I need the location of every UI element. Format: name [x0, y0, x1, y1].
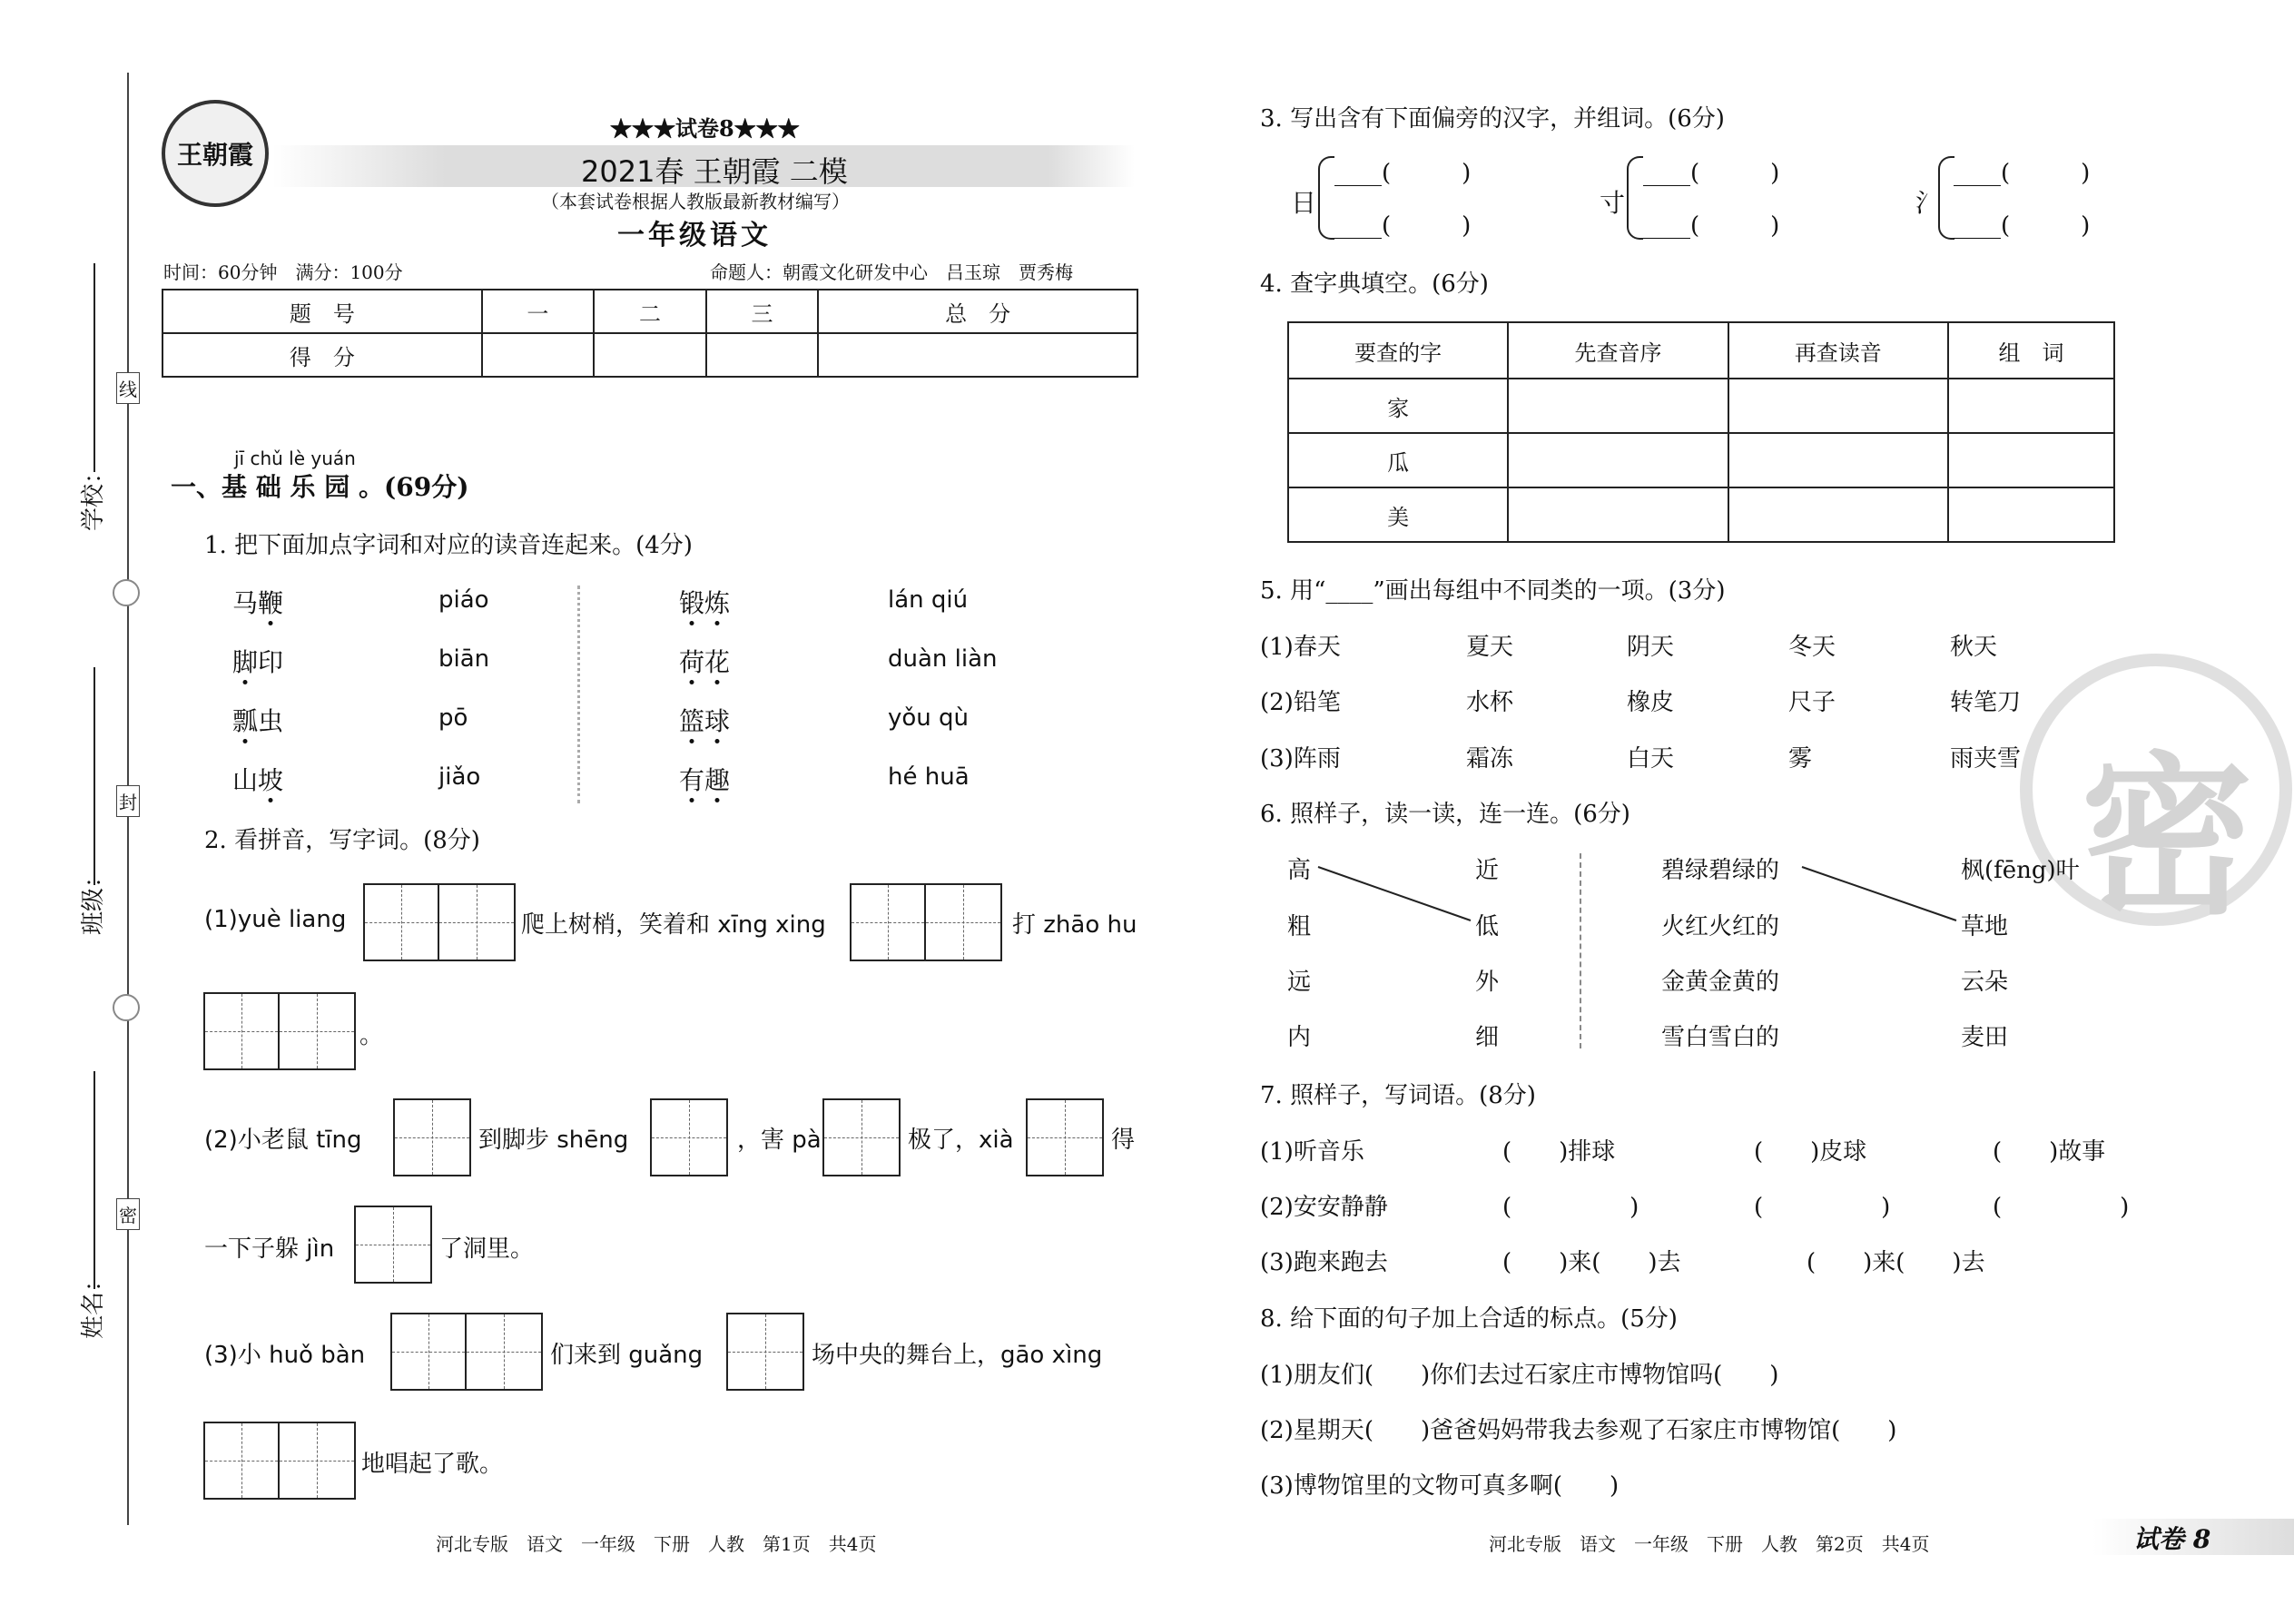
q5-item: 白天 [1627, 745, 1675, 773]
table-cell: 得 分 [162, 333, 482, 377]
table-cell: 题 号 [162, 290, 482, 333]
q5-item: (1)春天 [1260, 634, 1341, 661]
q2-text: 爬上树梢，笑着和 xīng xing [521, 911, 826, 939]
q5-item: 雾 [1788, 745, 1813, 773]
table-cell: 总 分 [818, 290, 1137, 333]
q5-item: 雨夹雪 [1950, 745, 2022, 773]
q7-title: 7. 照样子，写词语。(8分) [1260, 1082, 1536, 1109]
confidential-stamp-text: 密 [2081, 735, 2254, 938]
q1-word: 瓢虫 [232, 706, 284, 736]
q2-text: 们来到 guǎng [550, 1342, 704, 1369]
q7-blank[interactable]: ( ) [1502, 1194, 1639, 1221]
q4-title: 4. 查字典填空。(6分) [1260, 271, 1489, 298]
q2-text: (3)小 huǒ bàn [204, 1342, 366, 1369]
q6-item: 火红火红的 [1661, 913, 1780, 940]
q1-pinyin: duàn liàn [888, 645, 998, 673]
q6-item: 雪白雪白的 [1661, 1024, 1780, 1051]
q7-blank[interactable]: ( )故事 [1993, 1138, 2106, 1166]
table-cell: 瓜 [1288, 433, 1508, 487]
q6-item: 金黄金黄的 [1661, 969, 1780, 996]
q1-pinyin: lán qiú [888, 586, 969, 614]
table-cell: 二 [594, 290, 706, 333]
q1-word: 锻炼 [679, 588, 731, 618]
q5-item: 水杯 [1466, 689, 1514, 716]
q6-item: 远 [1287, 969, 1312, 996]
q7-blank[interactable]: ( ) [1754, 1194, 1891, 1221]
q6-item: 草地 [1961, 913, 2009, 940]
subject-title: 一年级语文 [617, 220, 772, 251]
q7-item: (2)安安静静 [1260, 1194, 1388, 1221]
q1-word: 有趣 [679, 765, 731, 795]
q6-title: 6. 照样子，读一读，连一连。(6分) [1260, 801, 1630, 828]
q6-item: 高 [1287, 857, 1312, 884]
q5-item: 冬天 [1788, 634, 1836, 661]
q5-item: 橡皮 [1627, 689, 1675, 716]
table-header: 先查音序 [1508, 322, 1728, 379]
q5-item: (3)阵雨 [1260, 745, 1341, 773]
q6-item: 近 [1475, 857, 1500, 884]
q6-item: 内 [1287, 1024, 1312, 1051]
q2-text: 一下子躲 jìn [204, 1235, 335, 1263]
footer-right: 河北专版 语文 一年级 下册 人教 第2页 共4页 [1489, 1533, 1930, 1555]
q1-word: 篮球 [679, 706, 731, 736]
q5-item: 阴天 [1627, 634, 1675, 661]
q5-item: 转笔刀 [1950, 689, 2022, 716]
q5-item: 尺子 [1788, 689, 1836, 716]
q2-text: 场中央的舞台上，gāo xìng [812, 1342, 1103, 1369]
q7-item: (1)听音乐 [1260, 1138, 1364, 1166]
answer-blank[interactable]: ____( ) [1334, 160, 1472, 187]
table-cell: 美 [1288, 487, 1508, 542]
footer-tag: 试卷 8 [2133, 1524, 2211, 1554]
table-header: 要查的字 [1288, 322, 1508, 379]
q1-pinyin: biān [438, 645, 490, 673]
q2-text: 打 zhāo hu [1012, 911, 1137, 939]
answer-blank[interactable]: ____( ) [1954, 212, 2091, 240]
q6-item: 云朵 [1961, 969, 2009, 996]
q7-blank[interactable]: ( )排球 [1502, 1138, 1616, 1166]
radical: 寸 [1600, 188, 1626, 218]
q6-item: 低 [1475, 913, 1500, 940]
radical: 氵 [1915, 188, 1942, 218]
q2-text: 地唱起了歌。 [361, 1451, 504, 1478]
q5-title: 5. 用“____”画出每组中不同类的一项。(3分) [1260, 577, 1726, 605]
q5-item: 夏天 [1466, 634, 1514, 661]
q2-text: (2)小老鼠 tīng [204, 1127, 362, 1154]
q2-title: 2. 看拼音，写字词。(8分) [204, 827, 480, 854]
section-pinyin: jī chǔ lè yuán [234, 448, 356, 469]
answer-blank[interactable]: ____( ) [1643, 212, 1780, 240]
q1-pinyin: pō [438, 704, 468, 732]
q1-title: 1. 把下面加点字词和对应的读音连起来。(4分) [204, 532, 693, 559]
q8-sentence[interactable]: (1)朋友们( )你们去过石家庄市博物馆吗( ) [1260, 1362, 1779, 1389]
q1-pinyin: piáo [438, 586, 489, 614]
q5-item: (2)铅笔 [1260, 689, 1341, 716]
q2-text: 极了，xià [908, 1127, 1014, 1154]
exam-title: 2021春 王朝霞 二模 [581, 154, 848, 189]
table-header: 再查读音 [1728, 322, 1948, 379]
footer-left: 河北专版 语文 一年级 下册 人教 第1页 共4页 [436, 1533, 877, 1555]
q2-text: 了洞里。 [439, 1235, 535, 1263]
q2-text: 。 [359, 1022, 384, 1049]
class-label: 班级： [80, 863, 107, 935]
q6-item: 麦田 [1961, 1024, 2009, 1051]
edition-note: （本套试卷根据人教版最新教材编写） [541, 191, 850, 212]
paper-tag: ★★★试卷8★★★ [610, 115, 800, 142]
q2-text: 得 [1111, 1127, 1136, 1154]
time-score: 时间：60分钟 满分：100分 [163, 261, 403, 283]
margin-mark-secret: 密 [116, 1198, 140, 1230]
q1-word: 荷花 [679, 647, 731, 677]
q2-text: (1)yuè liang [204, 906, 347, 933]
table-cell: 家 [1288, 379, 1508, 433]
answer-blank[interactable]: ____( ) [1954, 160, 2091, 187]
q8-sentence[interactable]: (3)博物馆里的文物可真多啊( ) [1260, 1472, 1620, 1500]
q1-word: 山坡 [232, 765, 284, 795]
q6-item: 枫(fēng)叶 [1961, 857, 2080, 884]
q5-item: 秋天 [1950, 634, 1998, 661]
q2-text: ，害 pà [737, 1127, 822, 1154]
authors: 命题人：朝霞文化研发中心 吕玉琼 贾秀梅 [710, 261, 1073, 283]
q5-item: 霜冻 [1466, 745, 1514, 773]
q1-pinyin: jiǎo [438, 763, 481, 791]
q2-text: 到脚步 shēng [478, 1127, 629, 1154]
q7-item: (3)跑来跑去 [1260, 1249, 1388, 1276]
q1-pinyin: yǒu qù [888, 704, 970, 732]
q3-title: 3. 写出含有下面偏旁的汉字，并组词。(6分) [1260, 105, 1725, 133]
name-label: 姓名： [80, 1267, 107, 1339]
q7-blank[interactable]: ( )来( )去 [1807, 1249, 1985, 1276]
q8-sentence[interactable]: (2)星期天( )爸爸妈妈带我去参观了石家庄市博物馆( ) [1260, 1417, 1897, 1444]
radical: 日 [1291, 188, 1317, 218]
q6-item: 碧绿碧绿的 [1661, 857, 1780, 884]
margin-mark-line: 线 [116, 372, 140, 404]
q6-item: 细 [1475, 1024, 1500, 1051]
q7-blank[interactable]: ( )皮球 [1754, 1138, 1867, 1166]
section-title: 一、基 础 乐 园 。(69分) [171, 472, 469, 502]
table-header: 组 词 [1948, 322, 2114, 379]
publisher-logo: 王朝霞 [162, 100, 269, 207]
q8-title: 8. 给下面的句子加上合适的标点。(5分) [1260, 1305, 1678, 1333]
margin-mark-seal: 封 [116, 785, 140, 817]
school-label: 学校： [80, 459, 107, 531]
q6-item: 粗 [1287, 913, 1312, 940]
q7-blank[interactable]: ( ) [1993, 1194, 2130, 1221]
answer-blank[interactable]: ____( ) [1643, 160, 1780, 187]
q1-word: 脚印 [232, 647, 284, 677]
q1-pinyin: hé huā [888, 763, 970, 791]
q7-blank[interactable]: ( )来( )去 [1502, 1249, 1681, 1276]
answer-blank[interactable]: ____( ) [1334, 212, 1472, 240]
q6-item: 外 [1475, 969, 1500, 996]
table-cell: 一 [482, 290, 595, 333]
q1-word: 马鞭 [232, 588, 284, 618]
table-cell: 三 [706, 290, 819, 333]
